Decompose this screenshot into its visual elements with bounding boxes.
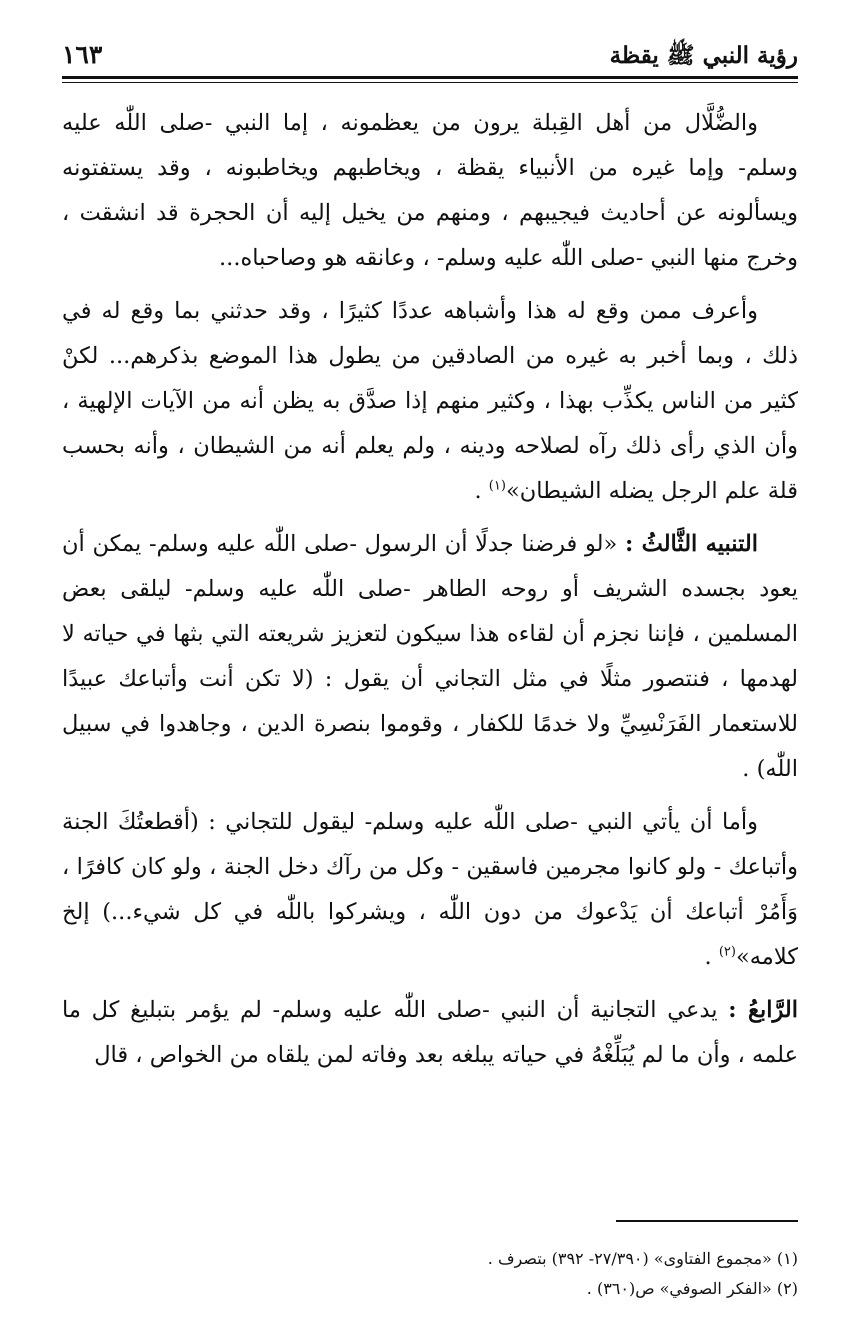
- paragraph-tail: .: [704, 944, 719, 970]
- footnote-2: (٢) «الفكر الصوفي» ص(٣٦٠) .: [586, 1279, 798, 1298]
- book-page: [62, 30, 798, 1320]
- paragraph-2: [62, 289, 798, 514]
- paragraph-lead: التنبيه الثَّالثُ :: [624, 531, 758, 557]
- paragraph-3: [62, 522, 798, 792]
- page-number: ١٦٣: [62, 40, 103, 69]
- footnote-rule: [616, 1220, 798, 1222]
- paragraph-1: [62, 101, 798, 281]
- paragraph-5: [62, 988, 798, 1078]
- footnote-ref-2: (٢): [718, 944, 736, 960]
- paragraph-4: [62, 800, 798, 980]
- footnotes: [62, 1220, 798, 1304]
- paragraph-text: وأعرف ممن وقع له هذا وأشباهه عددًا كثيرًا ، وقد حدثني بما وقع له في ذلك ، وبما أخبر به غيره من الصادقين من يطول هذا الموضع بذكرهم... لكنْ كثير من الناس يكذِّب بهذا ، وكثير منهم إذا صدَّق به يظن أنه من الآيات الإلهية ، وأن الذي رأى ذلك رآه لصلاحه ودينه ، ولم يعلم أنه من الشيطان ، وأنه بحسب قلة علم الرجل يضله الشيطان»: [62, 298, 798, 504]
- paragraph-text: «لو فرضنا جدلًا أن الرسول -صلى اللّٰه عليه وسلم- يمكن أن يعود بجسده الشريف أو روحه الطاهر -صلى اللّٰه عليه وسلم- ليلقى بعض المسلمين ، فإننا نجزم أن لقاءه هذا سيكون لتعزيز شريعته التي بثها في حياته لا لهدمها ، فنتصور مثلًا في مثل التجاني أن يقول : (لا تكن أنت وأتباعك عبيدًا للاستعمار الفَرَنْسِيِّ ولا خدمًا للكفار ، وقوموا بنصرة الدين ، وجاهدوا في سبيل اللّٰه) .: [62, 531, 798, 782]
- running-title: رؤية النبي ﷺ يقظة: [609, 42, 798, 70]
- footnote-1: (١) «مجموع الفتاوى» (٢٧/٣٩٠- ٣٩٢) بتصرف .: [487, 1249, 798, 1268]
- body-text: [62, 101, 798, 1078]
- footnote-ref-1: (١): [488, 478, 506, 494]
- paragraph-text: وأما أن يأتي النبي -صلى اللّٰه عليه وسلم- ليقول للتجاني : (أقطعتُكَ الجنة وأتباعك - ولو كانوا مجرمين فاسقين - وكل من رآك دخل الجنة ، ولو كان كافرًا ، وَأَمُرْ أتباعك أن يَدْعوك من دون اللّٰه ، ويشركوا باللّٰه في كل شيء...) إلخ كلامه»: [62, 809, 798, 970]
- paragraph-text: يدعي التجانية أن النبي -صلى اللّٰه عليه وسلم- لم يؤمر بتبليغ كل ما علمه ، وأن ما لم يُبَلِّغْهُ في حياته يبلغه بعد وفاته لمن يلقاه من الخواص ، قال: [62, 997, 798, 1068]
- header-rule-thin: [62, 82, 798, 83]
- paragraph-lead: الرَّابعُ :: [728, 997, 798, 1023]
- header-rule-thick: [62, 76, 798, 79]
- paragraph-tail: .: [474, 478, 489, 504]
- paragraph-text: والضُّلَّال من أهل القِبلة يرون من يعظمونه ، إما النبي -صلى اللّٰه عليه وسلم- وإما غيره من الأنبياء يقظة ، ويخاطبهم ويخاطبونه ، وقد يستفتونه ويسألونه عن أحاديث فيجيبهم ، ومنهم من يخيل إليه أن الحجرة قد انشقت ، وخرج منها النبي -صلى اللّٰه عليه وسلم- ، وعانقه هو وصاحباه...: [62, 110, 798, 271]
- page-header: [62, 30, 798, 76]
